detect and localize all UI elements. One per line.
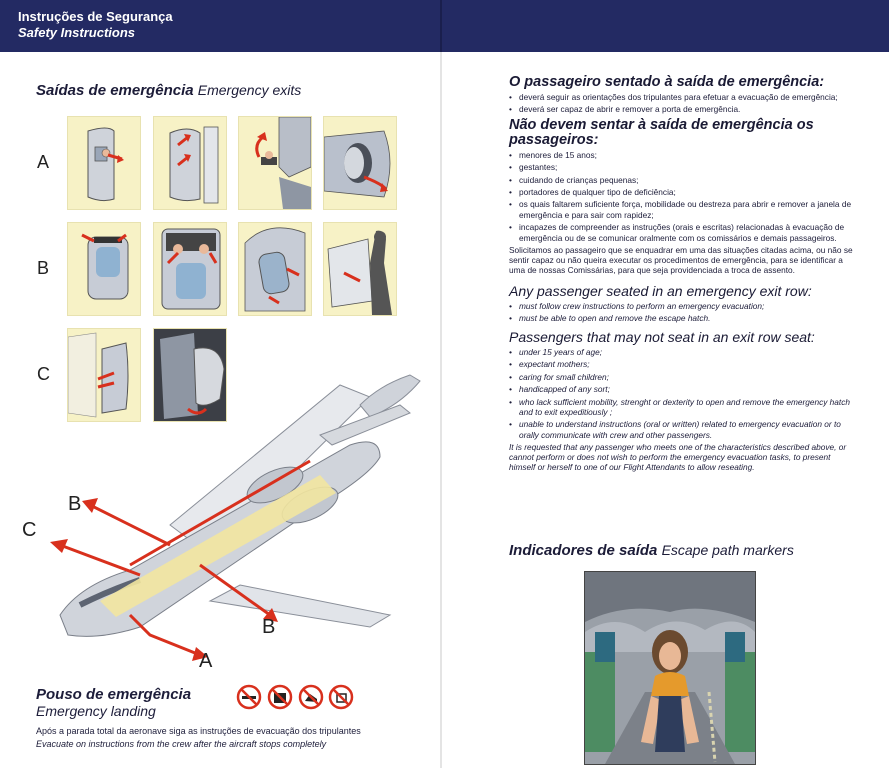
exit-label-b-left: B [68,493,82,515]
list-item: • gestantes; [509,162,859,172]
seated-list [509,92,859,115]
airplane-diagram [20,365,440,675]
list-item: • menores de 15 anos; [509,150,859,160]
list-item: • expectant mothers; [509,359,859,369]
list-item: • os quais faltarem suficiente força, mobilidade ou destreza para abrir e remover a janela de emergência e para sair com rapidez; [509,199,859,220]
any-passenger-title: Any passenger seated in an emergency exit row: [509,283,812,300]
list-item: • portadores de qualquer tipo de deficiência; [509,187,859,197]
seated-title: O passageiro sentado à saída de emergência: [509,74,825,90]
no-high-heels-icon [298,684,324,710]
may-not-seat-list [509,347,859,440]
hatch-b-step-1 [67,222,141,316]
header-title-pt: Instruções de Segurança [18,9,173,24]
landing-title-en: Emergency landing [36,703,156,719]
page-divider [440,52,442,768]
pt-paragraph: Solicitamos ao passageiro que se enquadrar em uma das situações citadas acima, ou não se sentir capaz ou não queira executar os procedimentos de emergência, para se identificar a uma de nossas Comissárias, para que seja providenciada a troca de assento. [509,245,853,276]
escape-path-illustration [584,571,756,765]
any-passenger-list [509,301,859,324]
exits-title-en: Emergency exits [197,82,302,98]
list-item: • cuidando de crianças pequenas; [509,175,859,185]
hatch-b-step-4 [323,222,397,316]
landing-title-pt: Pouso de emergência [36,686,192,703]
row-label-a: A [37,152,50,172]
not-seat-list [509,150,859,243]
door-a-step-3 [238,116,312,210]
not-seat-title: Não devem sentar à saída de emergência os passageiros: [509,116,814,148]
list-item: • incapazes de compreender as instruções (orais e escritas) relacionadas à evacuação de emergência ou de se comunicar oralmente com os comissários e demais passageiros. [509,222,859,243]
list-item: • caring for small children; [509,372,859,382]
list-item: • deverá seguir as orientações dos tripulantes para efetuar a evacuação de emergência; [509,92,859,102]
markers-title-pt: Indicadores de saída [509,542,658,559]
door-a-step-4 [323,116,397,210]
door-a-step-1 [67,116,141,210]
list-item: • must follow crew instructions to perform an emergency evacuation; [509,301,859,311]
list-item: • handicapped of any sort; [509,384,859,394]
hatch-b-step-3 [238,222,312,316]
no-baggage-icon [267,684,293,710]
en-paragraph: It is requested that any passenger who meets one of the characteristics described above, or cannot perform or does not wish to perform the emergency evacuation tasks, to present himself or herself to one of our Flight Attendants to allow reseating. [509,442,847,473]
exits-title-pt: Saídas de emergência [36,82,194,99]
right-text-block [509,75,859,472]
markers-title-en: Escape path markers [661,542,794,558]
header-title-en: Safety Instructions [18,25,136,40]
list-item: • deverá ser capaz de abrir e remover a porta de emergência. [509,104,859,114]
no-smoking-icon [236,684,262,710]
list-item: • who lack sufficient mobility, strenght or dexterity to open and remove the emergency hatch and to exit expeditiously ; [509,397,859,418]
row-label-c: C [37,364,50,384]
exit-label-a: A [199,650,213,672]
row-label-b: B [37,258,50,278]
hatch-b-step-2 [153,222,227,316]
door-a-step-2 [153,116,227,210]
landing-note-en: Evacuate on instructions from the crew after the aircraft stops completely [36,739,327,749]
landing-note-pt: Após a parada total da aeronave siga as instruções de evacuação dos tripulantes [36,726,361,736]
exits-title [36,82,301,99]
list-item: • must be able to open and remove the escape hatch. [509,313,859,323]
may-not-seat-title: Passengers that may not seat in an exit row seat: [509,328,815,345]
exit-label-c: C [22,519,37,541]
markers-title [509,542,794,559]
list-item: • unable to understand instructions (oral or written) related to emergency evacuation or to orally communicate with crew and other passengers. [509,419,859,440]
no-hand-baggage-icon [328,684,354,710]
list-item: • under 15 years of age; [509,347,859,357]
fold-line [440,0,442,52]
exit-label-b-right: B [262,616,276,638]
